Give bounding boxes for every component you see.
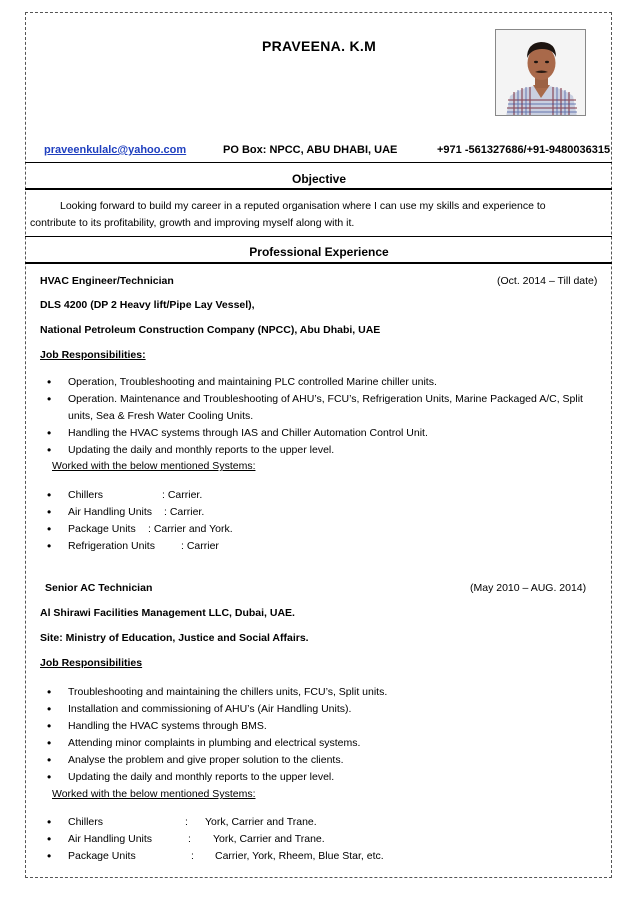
list-item (38, 831, 458, 848)
system-name: Package Units (68, 850, 136, 862)
list-item (38, 487, 438, 504)
divider (25, 262, 612, 264)
system-separator: : (162, 489, 168, 501)
system-name: Air Handling Units (68, 506, 153, 518)
system-name: Package Units (68, 523, 136, 535)
candidate-name: PRAVEENA. K.M (261, 38, 377, 54)
system-name: Air Handling Units (68, 833, 153, 845)
experience-title: Professional Experience (249, 245, 389, 259)
list-item: • Updating the daily and monthly reports to the upper level. (38, 769, 603, 786)
list-item: • Attending minor complaints in plumbing and electrical systems. (38, 735, 603, 752)
system-name: Chillers (68, 816, 104, 828)
system-name: Refrigeration Units (68, 540, 155, 552)
system-separator: : (191, 850, 194, 862)
system-value: York, Carrier and Trane. (213, 833, 325, 845)
phone-number: +971 -561327686/+91-9480036315 (437, 144, 611, 156)
job-2-responsibilities-heading: Job Responsibilities (40, 657, 143, 669)
system-value: Carrier and York. (153, 523, 233, 535)
divider (25, 188, 612, 190)
system-separator: : (181, 540, 187, 552)
job-2-site: Site: Ministry of Education, Justice and Social Affairs. (40, 632, 309, 644)
job-1-systems-heading: Worked with the below mentioned Systems: (52, 460, 256, 472)
po-box: PO Box: NPCC, ABU DHABI, UAE (223, 144, 398, 156)
job-1-role: HVAC Engineer/Technician (40, 275, 174, 287)
system-separator: : (164, 506, 170, 518)
list-item: • Operation, Troubleshooting and maintaining PLC controlled Marine chiller units. (38, 374, 603, 391)
divider (25, 236, 612, 237)
list-item (38, 504, 438, 521)
job-2-systems (38, 814, 458, 865)
list-item (38, 848, 458, 865)
profile-photo-image (496, 30, 586, 116)
list-item: • Updating the daily and monthly reports to the upper level. (38, 442, 603, 459)
objective-title: Objective (291, 172, 347, 186)
list-item (38, 814, 458, 831)
job-2-systems-heading: Worked with the below mentioned Systems: (52, 788, 256, 800)
system-value: Carrier (186, 540, 219, 552)
system-separator: : (185, 816, 188, 828)
job-1-company: National Petroleum Construction Company (NPCC), Abu Dhabi, UAE (40, 324, 381, 336)
list-item: • Troubleshooting and maintaining the chillers units, FCU’s, Split units. (38, 684, 603, 701)
system-value: York, Carrier and Trane. (205, 816, 317, 828)
job-2-company: Al Shirawi Facilities Management LLC, Dubai, UAE. (40, 607, 295, 619)
system-value: Carrier, York, Rheem, Blue Star, etc. (215, 850, 384, 862)
system-value: Carrier. (169, 506, 205, 518)
profile-photo (495, 29, 586, 116)
system-separator: : (148, 523, 154, 535)
objective-text: Looking forward to build my career in a reputed organisation where I can use my skills and experience to contribute to its profitability, growth and improving myself along with it. (30, 200, 546, 229)
divider (25, 162, 612, 163)
system-value: Carrier. (167, 489, 203, 501)
list-item: • Handling the HVAC systems through BMS. (38, 718, 603, 735)
job-1-responsibilities-heading: Job Responsibilities: (40, 349, 146, 361)
job-1-vessel: DLS 4200 (DP 2 Heavy lift/Pipe Lay Vessel), (40, 299, 255, 311)
job-2-role: Senior AC Technician (45, 582, 153, 594)
list-item: • Handling the HVAC systems through IAS and Chiller Automation Control Unit. (38, 425, 603, 442)
job-2-period: (May 2010 – AUG. 2014) (470, 582, 587, 594)
list-item (38, 538, 438, 555)
job-1-period: (Oct. 2014 – Till date) (497, 275, 598, 287)
job-1-responsibilities (38, 374, 603, 459)
email-link[interactable]: praveenkulalc@yahoo.com (44, 144, 187, 156)
list-item (38, 521, 438, 538)
system-name: Chillers (68, 489, 104, 501)
job-2-responsibilities (38, 684, 603, 786)
list-item: • Installation and commissioning of AHU’s (Air Handling Units). (38, 701, 603, 718)
list-item: • Analyse the problem and give proper solution to the clients. (38, 752, 603, 769)
system-separator: : (188, 833, 191, 845)
list-item: • Operation. Maintenance and Troubleshooting of AHU’s, FCU’s, Refrigeration Units, Marine Packaged A/C, Split units, Sea & Fresh Water Cooling Units. (38, 391, 603, 425)
job-1-systems (38, 487, 438, 555)
